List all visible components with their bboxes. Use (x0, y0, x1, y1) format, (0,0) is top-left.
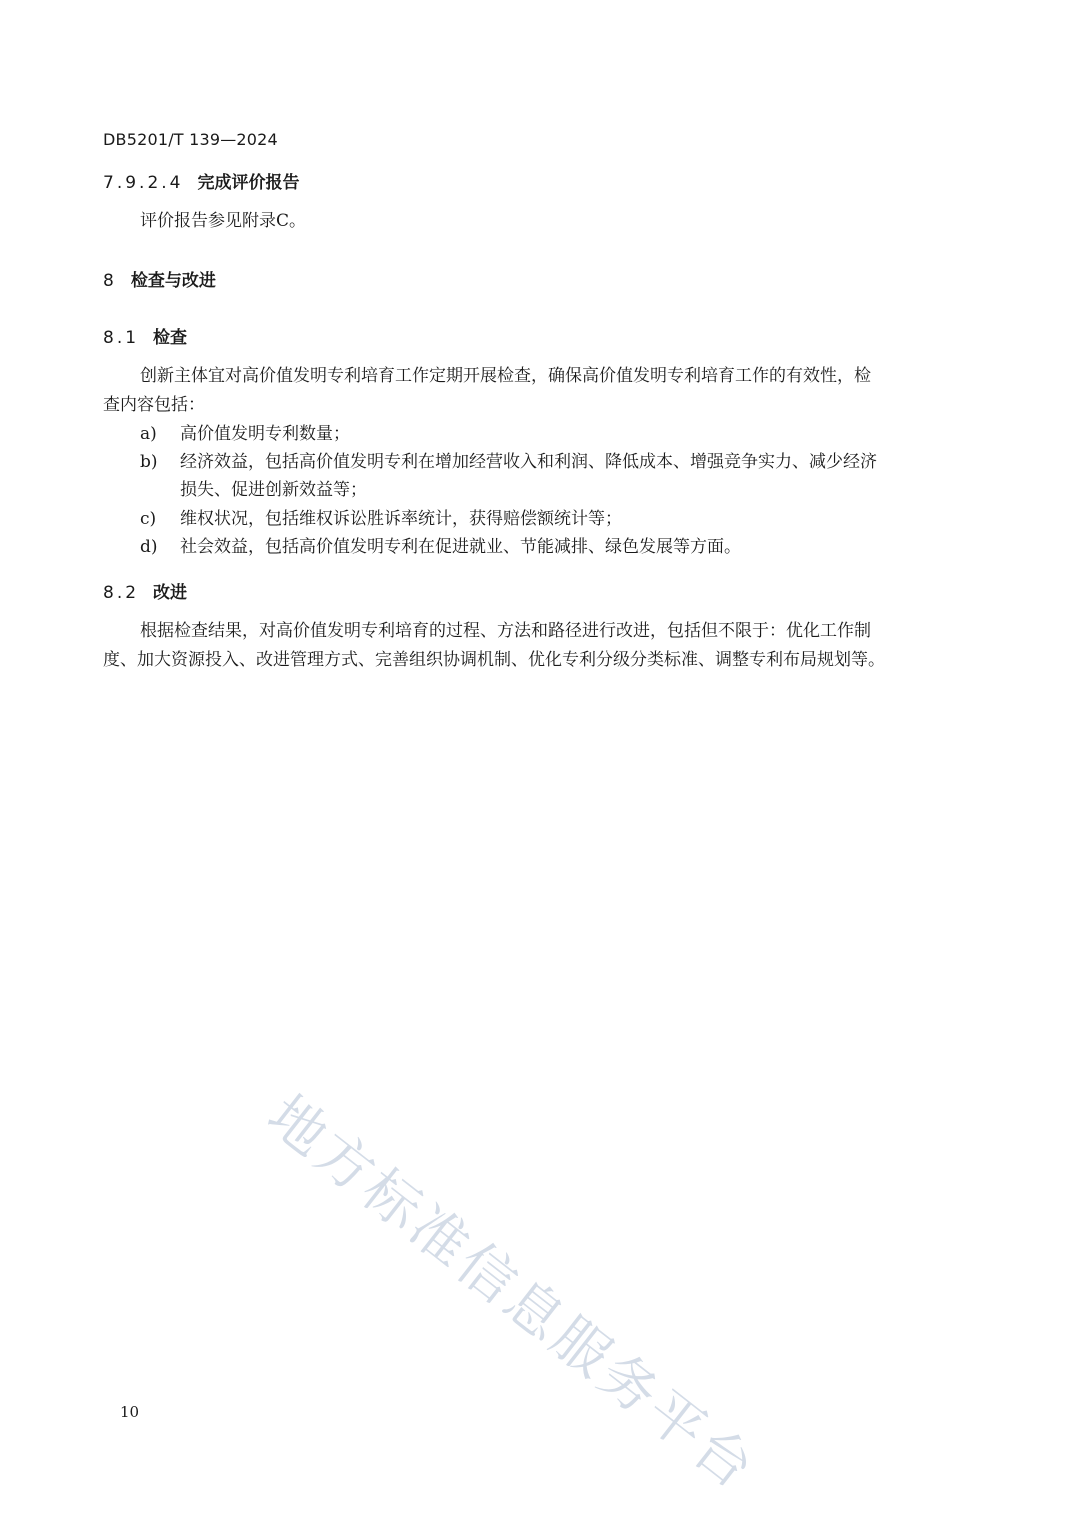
list-item-text: 维权状况，包括维权诉讼胜诉率统计，获得赔偿额统计等； (180, 509, 622, 529)
section-title: 完成评价报告 (197, 173, 300, 193)
section-8-heading (103, 266, 216, 291)
section-8-1-intro-line-2: 查内容包括： (103, 395, 205, 415)
watermark: 地方标准信息服务平台 (255, 1082, 769, 1504)
section-number: 7.9.2.4 (103, 173, 184, 193)
list-item-label: b) (140, 452, 158, 472)
list-item-label: a) (140, 424, 157, 444)
list-item (140, 505, 622, 534)
list-item-text: 经济效益，包括高价值发明专利在增加经营收入和利润、降低成本、增强竞争实力、减少经济 (180, 452, 877, 472)
list-item-text: 社会效益，包括高价值发明专利在促进就业、节能减排、绿色发展等方面。 (180, 537, 741, 557)
list-item-text: 高价值发明专利数量； (180, 424, 350, 444)
list-item-label: d) (140, 537, 158, 557)
section-title: 改进 (153, 583, 188, 603)
section-8-2-body-line-1: 根据检查结果，对高价值发明专利培育的过程、方法和路径进行改进，包括但不限于：优化工作制 (140, 621, 871, 641)
page-number: 10 (120, 1403, 140, 1421)
section-number: 8.1 (103, 328, 140, 348)
section-title: 检查与改进 (130, 271, 216, 291)
list-item (140, 448, 877, 477)
list-item (140, 533, 741, 562)
section-title: 检查 (153, 328, 188, 348)
section-number: 8 (103, 271, 117, 291)
section-8-2-heading (103, 578, 187, 603)
list-item-label: c) (140, 509, 157, 529)
section-8-1-intro-line-1: 创新主体宜对高价值发明专利培育工作定期开展检查，确保高价值发明专利培育工作的有效性，检 (140, 366, 871, 386)
section-7-9-2-4-heading (103, 168, 299, 193)
list-item (140, 420, 350, 449)
section-7-9-2-4-body: 评价报告参见附录C。 (140, 211, 307, 231)
document-code: DB5201/T 139—2024 (103, 130, 278, 149)
list-item-continuation: 损失、促进创新效益等； (180, 480, 367, 500)
section-8-1-heading (103, 323, 187, 348)
section-8-2-body-line-2: 度、加大资源投入、改进管理方式、完善组织协调机制、优化专利分级分类标准、调整专利布局规划等。 (103, 650, 885, 670)
section-number: 8.2 (103, 583, 140, 603)
